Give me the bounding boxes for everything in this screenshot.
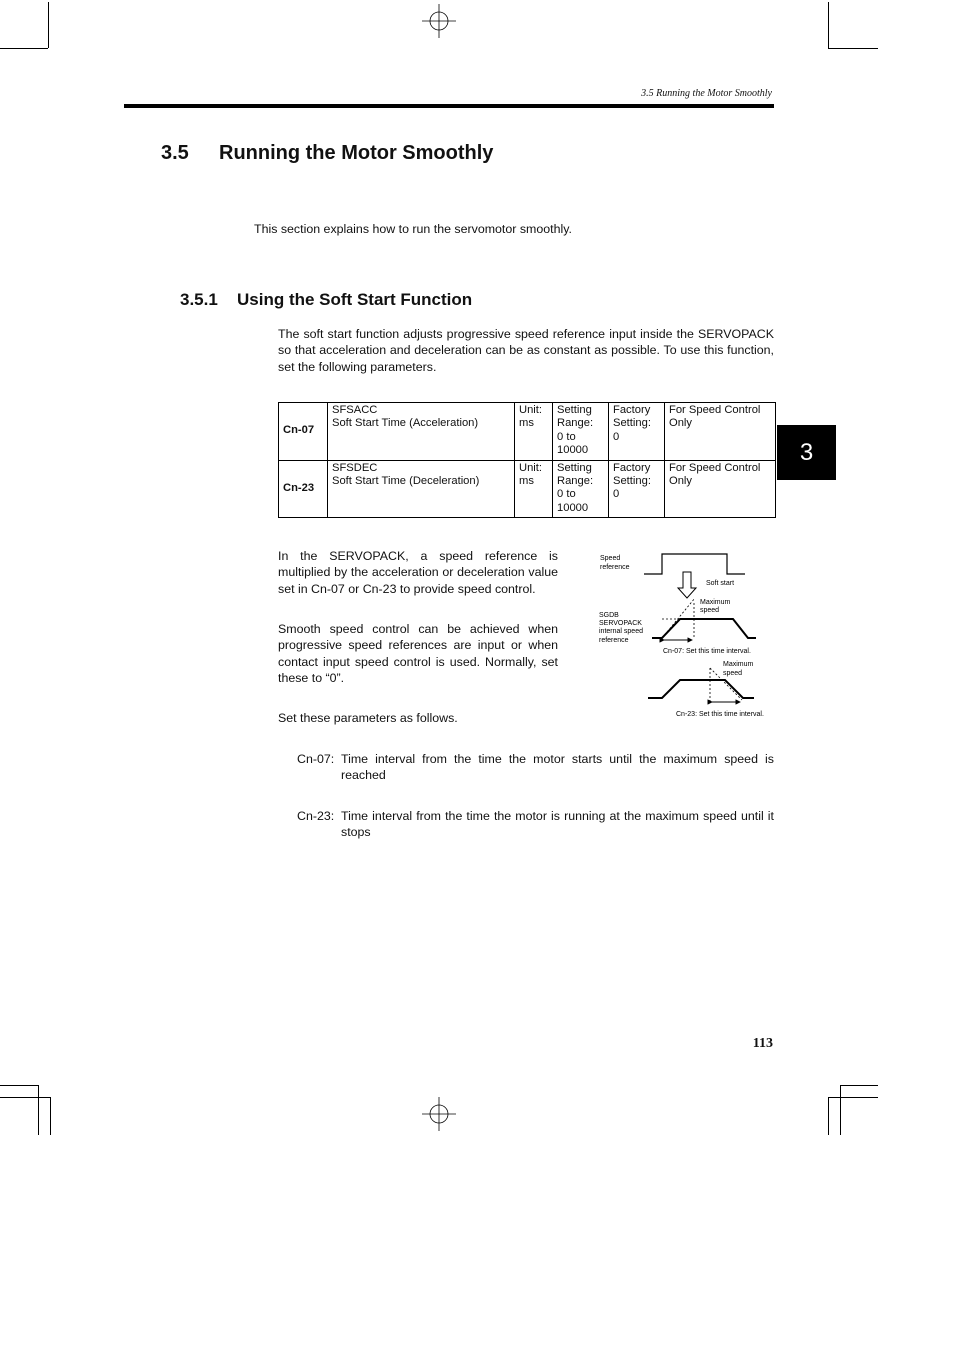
param-unit-value: ms (519, 417, 534, 430)
param-desc: Soft Start Time (Acceleration) (332, 417, 479, 430)
body-paragraph: Set these parameters as follows. (278, 711, 458, 725)
param-factory-cell (609, 403, 665, 461)
definition-text: Time interval from the time the motor is running at the maximum speed until it stops (341, 809, 774, 840)
label-soft-start: Soft start (706, 580, 735, 587)
param-unit-cell (515, 403, 553, 461)
subsection-heading (180, 290, 472, 310)
label-speed-reference: reference (600, 564, 630, 571)
param-factory-line: Factory (613, 404, 651, 416)
param-range-line: 10000 (557, 444, 589, 457)
crop-mark (0, 1097, 50, 1098)
crop-mark (50, 1097, 51, 1135)
running-head: 3.5 Running the Motor Smoothly (641, 88, 772, 99)
definition-term: Cn-23: (297, 809, 335, 823)
crop-mark (0, 1085, 38, 1086)
param-unit-cell (515, 460, 553, 518)
crop-mark (828, 1097, 829, 1135)
body-paragraph: The soft start function adjusts progressive speed reference input inside the SERVOPACK so that acceleration and deceleration can be as constant as possible. To use this function, set the following parameters. (278, 327, 774, 374)
page-number: 113 (752, 1036, 773, 1051)
table-row (279, 460, 776, 518)
registration-mark-top (422, 4, 456, 38)
crop-mark (0, 48, 48, 49)
table-row (279, 403, 776, 461)
param-code: Cn-23 (279, 460, 328, 518)
definition-text: Time interval from the time the motor starts until the maximum speed is reached (341, 752, 774, 783)
crop-mark (828, 1097, 878, 1098)
intro-paragraph: This section explains how to run the servomotor smoothly. (254, 222, 572, 236)
param-name: SFSDEC (332, 461, 378, 474)
param-note-line: For Speed Control (669, 461, 761, 474)
param-factory-line: Factory (613, 461, 651, 474)
param-unit-label: Unit: (519, 404, 543, 416)
param-range-cell (553, 403, 609, 461)
definition-item (297, 751, 775, 785)
speed-reference-waveform (644, 554, 745, 574)
param-unit-value: ms (519, 475, 534, 488)
crop-mark (828, 2, 829, 48)
param-factory-line: 0 (613, 488, 620, 501)
label-sgdb: SGDB (599, 612, 619, 619)
crop-mark (48, 2, 49, 48)
label-maximum-speed: Maximum (700, 599, 731, 606)
label-cn23-caption: Cn-23: Set this time interval. (676, 711, 764, 718)
param-factory-line: Setting: (613, 417, 651, 430)
internal-speed-waveform (652, 619, 756, 638)
param-range-line: 0 to (557, 430, 576, 443)
down-arrow-icon (678, 572, 696, 598)
crop-mark (840, 1085, 878, 1086)
param-range-line: Range: (557, 475, 594, 488)
param-unit-label: Unit: (519, 461, 543, 474)
definition-item (297, 808, 775, 842)
label-speed-reference: Speed (600, 555, 621, 562)
label-sgdb: reference (599, 637, 629, 644)
decel-waveform (648, 680, 754, 698)
param-note-cell (665, 403, 776, 461)
param-range-cell (553, 460, 609, 518)
registration-mark-bottom (422, 1097, 456, 1131)
body-paragraph: Smooth speed control can be achieved when progressive speed references are input or when contact input speed control is used. Normally, set these to “0”. (278, 622, 558, 686)
param-desc: Soft Start Time (Deceleration) (332, 475, 480, 488)
param-name: SFSACC (332, 404, 378, 416)
param-note-cell (665, 460, 776, 518)
param-note-line: Only (669, 417, 693, 430)
param-range-line: Range: (557, 417, 594, 430)
label-sgdb: internal speed (599, 628, 643, 635)
param-factory-cell (609, 460, 665, 518)
param-range-line: Setting (557, 461, 592, 474)
param-range-line: 0 to (557, 488, 576, 501)
label-maximum-speed: speed (700, 607, 720, 614)
param-factory-line: 0 (613, 430, 620, 443)
subsection-number: 3.5.1 (180, 290, 218, 309)
subsection-title: Using the Soft Start Function (237, 290, 473, 309)
label-sgdb: SERVOPACK (599, 620, 642, 627)
param-note-line: For Speed Control (669, 404, 761, 416)
label-maximum-speed: speed (723, 670, 743, 677)
param-factory-line: Setting: (613, 475, 651, 488)
header-rule (124, 104, 774, 108)
body-paragraph: In the SERVOPACK, a speed reference is multiplied by the acceleration or deceleration value set in Cn-07 or Cn-23 to provide speed control. (278, 549, 558, 596)
section-title: Running the Motor Smoothly (219, 142, 494, 164)
crop-mark (840, 1085, 841, 1135)
param-range-line: 10000 (557, 501, 589, 514)
soft-start-timing-diagram (590, 548, 780, 723)
param-name-cell (328, 403, 515, 461)
label-maximum-speed: Maximum (723, 661, 754, 668)
definition-term: Cn-07: (297, 752, 335, 766)
param-range-line: Setting (557, 404, 592, 416)
label-cn07-caption: Cn-07: Set this time interval. (663, 648, 751, 655)
chapter-tab: 3 (777, 425, 836, 480)
crop-mark (38, 1085, 39, 1135)
parameter-table (278, 402, 776, 518)
section-heading (161, 142, 493, 165)
section-number: 3.5 (161, 142, 189, 164)
param-code: Cn-07 (279, 403, 328, 461)
crop-mark (828, 48, 878, 49)
param-note-line: Only (669, 475, 693, 488)
param-name-cell (328, 460, 515, 518)
